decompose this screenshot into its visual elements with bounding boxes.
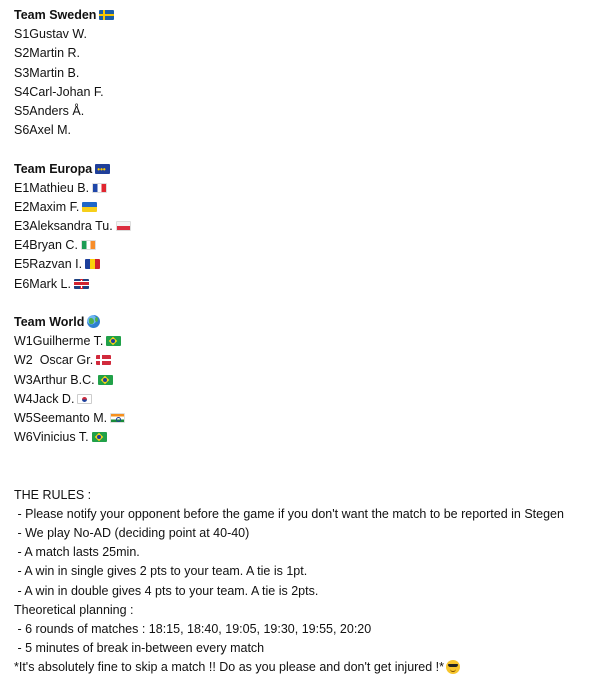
- player-row: E6Mark L.: [14, 275, 604, 294]
- planning-heading: Theoretical planning :: [14, 602, 134, 617]
- flag-brazil-icon: [98, 375, 113, 385]
- player-row: W3Arthur B.C.: [14, 371, 604, 390]
- player-row: S5Anders Å.: [14, 103, 85, 118]
- team-title-europa: Team Europa •••: [14, 160, 604, 179]
- flag-india-icon: [110, 413, 125, 423]
- rule-item: - We play No-AD (deciding point at 40-40): [14, 526, 250, 541]
- player-row: W1Guilherme T.: [14, 332, 604, 351]
- team-title-sweden: Team Sweden: [14, 6, 604, 25]
- rule-item: - A win in double gives 4 pts to your team. A tie is 2pts.: [14, 583, 319, 598]
- player-row: W5Seemanto M.: [14, 409, 604, 428]
- player-row: S3Martin B.: [14, 65, 80, 80]
- rules-heading: THE RULES :: [14, 487, 92, 502]
- spacer: [14, 294, 604, 313]
- flag-france-icon: [92, 183, 107, 193]
- flag-sweden-icon: [99, 10, 114, 20]
- flag-south-korea-icon: [77, 394, 92, 404]
- flag-brazil-icon: [106, 336, 121, 346]
- globe-icon: [87, 315, 100, 328]
- planning-item: - 5 minutes of break in-between every match: [14, 641, 265, 656]
- player-row: S4Carl-Johan F.: [14, 84, 104, 99]
- player-row: W4Jack D.: [14, 390, 604, 409]
- spacer: [14, 140, 604, 159]
- player-row: E1Mathieu B.: [14, 179, 604, 198]
- flag-eu-icon: [95, 164, 110, 174]
- player-row: E3Aleksandra Tu.: [14, 217, 604, 236]
- rule-item: - A win in single gives 2 pts to your team. A tie is 1pt.: [14, 564, 308, 579]
- player-row: E5Razvan I.: [14, 255, 604, 274]
- flag-uk-icon: [74, 279, 89, 289]
- flag-ukraine-icon: [82, 202, 97, 212]
- flag-ireland-icon: [81, 240, 96, 250]
- player-row: S6Axel M.: [14, 123, 71, 138]
- flag-brazil-icon: [92, 432, 107, 442]
- flag-denmark-icon: [96, 355, 111, 365]
- planning-item: - 6 rounds of matches : 18:15, 18:40, 19:05, 19:30, 19:55, 20:20: [14, 622, 372, 637]
- flag-romania-icon: [85, 259, 100, 269]
- spacer: [14, 447, 604, 485]
- player-row: S2Martin R.: [14, 46, 80, 61]
- rule-item: - Please notify your opponent before the game if you don't want the match to be reported in Stegen: [14, 506, 564, 521]
- sunglasses-emoji-icon: [446, 660, 460, 674]
- team-title-world: Team World: [14, 313, 604, 332]
- player-row: W2 Oscar Gr.: [14, 351, 604, 370]
- player-row: E2Maxim F.: [14, 198, 604, 217]
- document: [14, 6, 604, 678]
- flag-poland-icon: [116, 221, 131, 231]
- rule-item: - A match lasts 25min.: [14, 545, 140, 560]
- footer-note: *It's absolutely fine to skip a match !! Do as you please and don't get injured !*: [14, 658, 604, 677]
- player-row: W6Vinicius T.: [14, 428, 604, 447]
- player-row: E4Bryan C.: [14, 236, 604, 255]
- player-row: S1Gustav W.: [14, 27, 87, 42]
